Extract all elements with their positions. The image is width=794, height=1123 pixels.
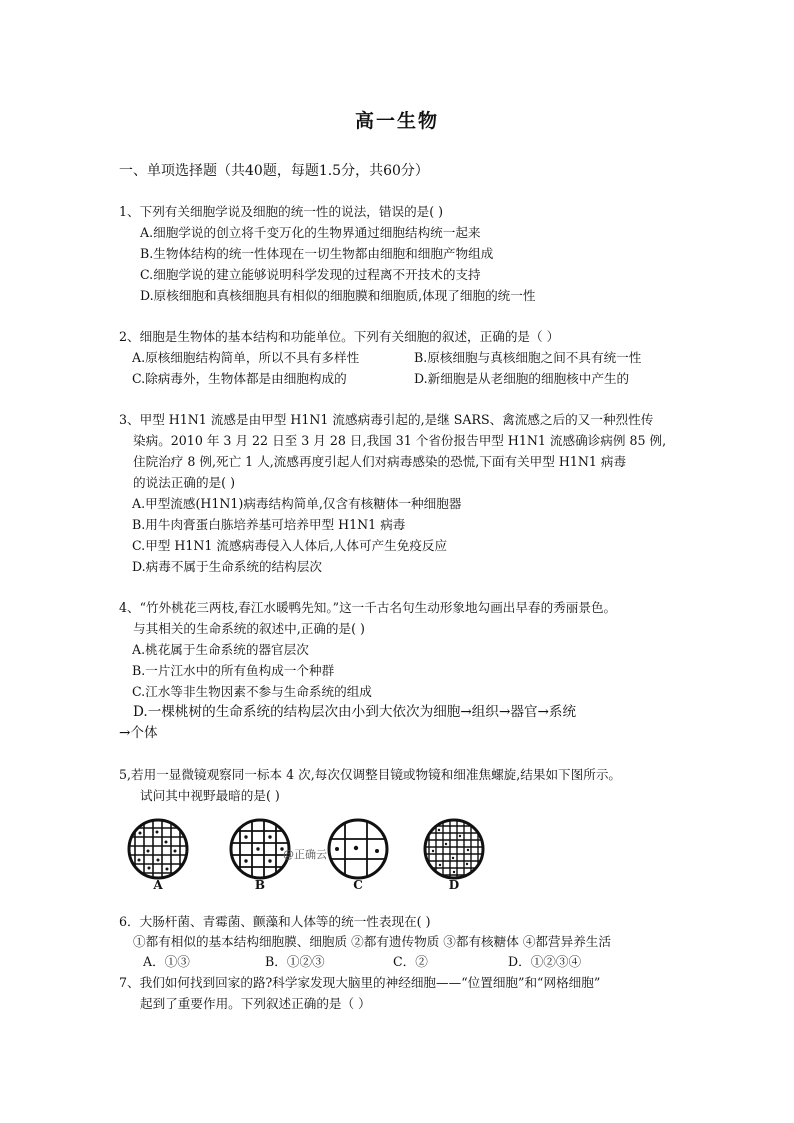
q2-option-a: A.原核细胞结构简单，所以不具有多样性	[132, 350, 360, 365]
q3-option-a: A.甲型流感(H1N1)病毒结构简单,仅含有核糖体一种细胞器	[132, 496, 462, 511]
q5-stem-line2: 试问其中视野最暗的是( )	[140, 788, 280, 803]
q2-option-c: C.除病毒外，生物体都是由细胞构成的	[132, 371, 347, 386]
q7-stem-line1: 7、我们如何找到回家的路?科学家发现大脑里的神经细胞——“位置细胞”和“网格细胞”	[119, 975, 601, 990]
q1-option-d: D.原核细胞和真核细胞具有相似的细胞膜和细胞质,体现了细胞的统一性	[140, 288, 536, 303]
q3-option-b: B.用牛肉膏蛋白胨培养基可培养甲型 H1N1 病毒	[132, 517, 406, 532]
field-a	[125, 818, 191, 892]
field-d-label: D	[448, 878, 460, 892]
q2-option-b: B.原核细胞与真核细胞之间不具有统一性	[414, 350, 642, 365]
field-d-image	[421, 818, 487, 880]
q3-stem-line2: 染病。2010 年 3 月 22 日至 3 月 28 日,我国 31 个省份报告甲型 H1N1 流感确诊病例 85 例,	[133, 433, 667, 448]
q4-option-d-line1: D.一棵桃树的生命系统的结构层次由小到大依次为细胞→组织→器官→系统	[133, 704, 577, 720]
q6-option-b: B．①②③	[265, 954, 325, 969]
q4-option-a: A.桃花属于生命系统的器官层次	[132, 642, 309, 657]
q4-stem-line1: 4、“竹外桃花三两枝,春江水暖鸭先知。”这一千古名句生动形象地勾画出早春的秀丽景色。	[119, 600, 617, 615]
q4-option-c: C.江水等非生物因素不参与生命系统的组成	[132, 684, 372, 699]
field-d	[421, 818, 487, 892]
field-c	[325, 818, 391, 892]
q6-option-d: D．①②③④	[508, 954, 582, 969]
field-c-label: C	[353, 878, 363, 892]
q4-option-b: B.一片江水中的所有鱼构成一个种群	[132, 663, 335, 678]
q6-option-a: A．①③	[143, 954, 190, 969]
q1-option-a: A.细胞学说的创立将千变万化的生物界通过细胞结构统一起来	[140, 225, 481, 240]
q4-option-d-line2: →个体	[119, 725, 158, 741]
q6-stem: 6．大肠杆菌、青霉菌、颤藻和人体等的统一性表现在( )	[119, 914, 431, 929]
q3-option-c: C.甲型 H1N1 流感病毒侵入人体后,人体可产生免疫反应	[132, 538, 448, 553]
q3-stem-line4: 的说法正确的是( )	[133, 475, 235, 490]
field-a-label: A	[153, 878, 163, 892]
field-a-image	[125, 818, 191, 880]
q3-option-d: D.病毒不属于生命系统的结构层次	[132, 559, 322, 574]
q7-stem-line2: 起到了重要作用。下列叙述正确的是（ ）	[140, 996, 371, 1011]
q5-stem-line1: 5,若用一显微镜观察同一标本 4 次,每次仅调整目镜或物镜和细准焦螺旋,结果如下图所示。	[119, 767, 622, 782]
q2-option-d: D.新细胞是从老细胞的细胞核中产生的	[414, 371, 630, 386]
q6-items: ①都有相似的基本结构细胞膜、细胞质 ②都有遗传物质 ③都有核糖体 ④都营异养生活	[133, 934, 611, 949]
section-heading: 一、单项选择题（共40题，每题1.5分，共60分）	[119, 163, 429, 179]
q6-option-c: C．②	[393, 954, 428, 969]
field-b-label: B	[254, 878, 266, 892]
q1-stem: 1、下列有关细胞学说及细胞的统一性的说法，错误的是( )	[119, 204, 444, 219]
watermark-text: @正确云	[283, 848, 327, 861]
field-c-image	[325, 818, 391, 880]
q3-stem-line3: 住院治疗 8 例,死亡 1 人,流感再度引起人们对病毒感染的恐慌,下面有关甲型 H1N1 病毒	[133, 454, 627, 469]
q1-option-c: C.细胞学说的建立能够说明科学发现的过程离不开技术的支持	[140, 267, 481, 282]
q1-option-b: B.生物体结构的统一性体现在一切生物都由细胞和细胞产物组成	[140, 246, 494, 261]
q2-stem: 2、细胞是生物体的基本结构和功能单位。下列有关细胞的叙述，正确的是（ ）	[119, 329, 560, 344]
q4-stem-line2: 与其相关的生命系统的叙述中,正确的是( )	[133, 621, 365, 636]
q3-stem-line1: 3、甲型 H1N1 流感是由甲型 H1N1 流感病毒引起的,是继 SARS、禽流感之后的又一种烈性传	[119, 412, 654, 427]
page-title: 高一生物	[354, 110, 439, 132]
